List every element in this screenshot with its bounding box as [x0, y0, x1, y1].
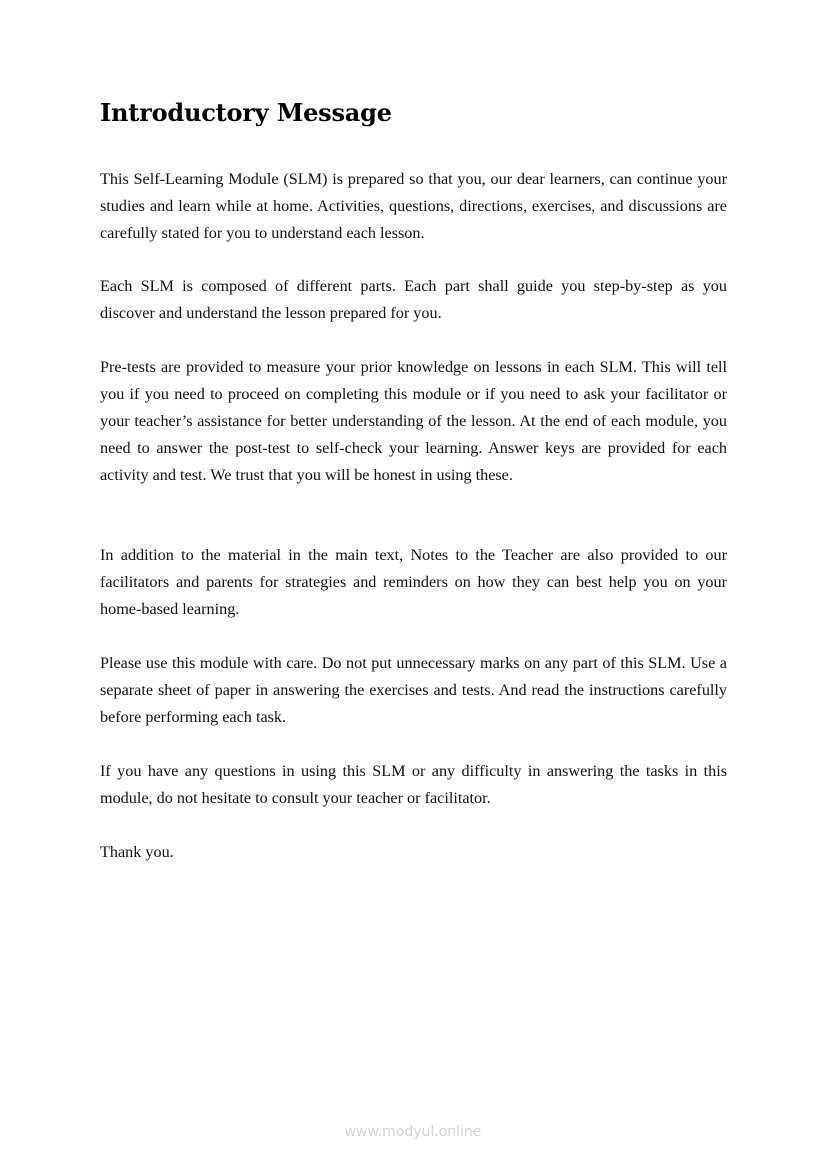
paragraph-pretests: Pre-tests are provided to measure your prior knowledge on lessons in each SLM. This will tell you if you need to proceed on completing this module or if you need to ask your facilitator or your teacher’s assistance for better understanding of the lesson. At the end of each module, you need to answer the post-test to self-check your learning. Answer keys are provided for each activity and test. We trust that you will be honest in using these.: [100, 358, 727, 484]
paragraph-questions: If you have any questions in using this SLM or any difficulty in answering the tasks in this module, do not hesitate to consult your teacher or facilitator.: [100, 762, 727, 807]
paragraph-notes-to-teacher: In addition to the material in the main text, Notes to the Teacher are also provided to our facilitators and parents for strategies and reminders on how they can best help you on your home-based learning.: [100, 546, 727, 618]
watermark-footer: www.modyul.online: [344, 1124, 482, 1140]
page-title: Introductory Message: [100, 98, 392, 127]
paragraph-thank-you: Thank you.: [100, 843, 174, 861]
paragraph-care: Please use this module with care. Do not put unnecessary marks on any part of this SLM. Use a separate sheet of paper in answering the exercises and tests. And read the instructions carefully before performing each task.: [100, 654, 727, 726]
paragraph-intro: This Self-Learning Module (SLM) is prepared so that you, our dear learners, can continue your studies and learn while at home. Activities, questions, directions, exercises, and discussions are carefully stated for you to understand each lesson.: [100, 170, 727, 242]
paragraph-parts: Each SLM is composed of different parts. Each part shall guide you step-by-step as you discover and understand the lesson prepared for you.: [100, 277, 727, 322]
